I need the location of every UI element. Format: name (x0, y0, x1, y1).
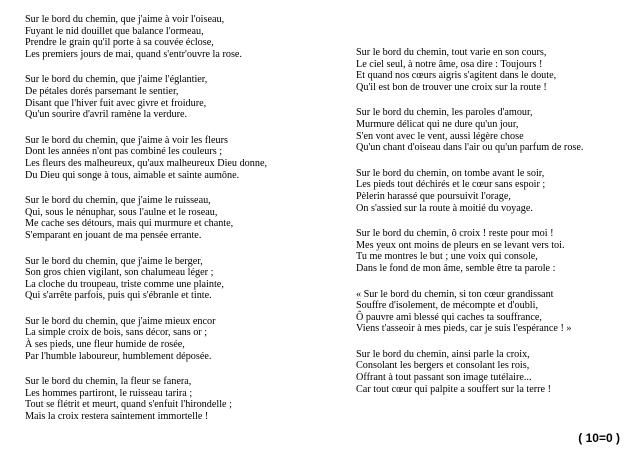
verse-line: On s'assied sur la route à moitié du voyage. (356, 202, 533, 214)
verse-line: Sur le bord du chemin, que j'aime le ruisseau, (25, 195, 211, 207)
verse-line: Sur le bord du chemin, que j'aime le berger, (25, 255, 203, 267)
verse-line: Sur le bord du chemin, que j'aime mieux encor (25, 315, 216, 327)
verse-line: Consolant les bergers et consolant les rois, (356, 360, 530, 372)
verse-line: Sur le bord du chemin, que j'aime à voir les fleurs (25, 134, 228, 146)
verse-line: Les premiers jours de mai, quand s'entr'ouvre la rose. (25, 48, 242, 60)
verse-line: « Sur le bord du chemin, si ton cœur grandissant (356, 288, 554, 300)
verse-line: Les pieds tout déchirés et le cœur sans espoir ; (356, 179, 546, 191)
verse-line: Sur le bord du chemin, les paroles d'amour, (356, 107, 533, 119)
verse-line: Sur le bord du chemin, que j'aime l'églantier, (25, 74, 208, 86)
verse-line: Qu'il est bon de trouver une croix sur la route ! (356, 81, 547, 93)
verse-line: Fuyant le nid douillet que balance l'ormeau, (25, 25, 204, 37)
verse-line: Les fleurs des malheureux, qu'aux malheureux Dieu donne, (25, 157, 268, 169)
stanza (25, 135, 325, 181)
verse-line: Offrant à tout passant son image tutélaire... (356, 372, 532, 384)
verse-line: Son gros chien vigilant, son chalumeau léger ; (25, 267, 214, 279)
stanza (25, 256, 325, 302)
stanza (25, 14, 325, 60)
stanza (356, 228, 636, 274)
verse-line: À ses pieds, une fleur humide de rosée, (25, 339, 185, 351)
verse-line: Par l'humble laboureur, humblement déposée. (25, 350, 212, 362)
stanza (25, 74, 325, 120)
verse-line: Qu'un chant d'oiseau dans l'air ou qu'un parfum de rose. (356, 142, 584, 154)
verse-line: Qui s'arrête parfois, puis qui s'ébranle et tinte. (25, 290, 212, 302)
verse-line: Sur le bord du chemin, ainsi parle la croix, (356, 348, 530, 360)
stanza (356, 289, 636, 335)
stanza (25, 376, 325, 422)
verse-line: Et quand nos cœurs aigris s'agitent dans le doute, (356, 70, 557, 82)
verse-line: Viens t'asseoir à mes pieds, car je suis l'espérance ! » (356, 323, 572, 335)
page-marker: ( 10=0 ) (578, 431, 620, 445)
verse-line: Les hommes partiront, le ruisseau tarira ; (25, 387, 193, 399)
verse-line: Dont les années n'ont pas combiné les couleurs ; (25, 146, 223, 158)
verse-line: Mes yeux ont moins de pleurs en se levant vers toi. (356, 239, 565, 251)
verse-line: Mais la croix restera saintement immortelle ! (25, 411, 209, 423)
verse-line: Sur le bord du chemin, que j'aime à voir l'oiseau, (25, 14, 225, 25)
verse-line: Prendre le grain qu'il porte à sa couvée éclose, (25, 37, 214, 49)
stanza (356, 168, 636, 214)
poem-left-column (25, 14, 325, 437)
verse-line: Tout se flétrit et meurt, quand s'enfuit l'hirondelle ; (25, 399, 232, 411)
stanza (356, 107, 636, 153)
verse-line: Qu'un sourire d'avril ramène la verdure. (25, 109, 188, 121)
verse-line: Sur le bord du chemin, tout varie en son cours, (356, 47, 547, 58)
verse-line: Du Dieu qui songe à tous, aimable et sainte aumône. (25, 169, 240, 181)
verse-line: La simple croix de bois, sans décor, sans or ; (25, 327, 208, 339)
verse-line: De pétales dorés parsemant le sentier, (25, 85, 179, 97)
verse-line: Car tout cœur qui palpite a souffert sur la terre ! (356, 383, 552, 395)
verse-line: Tu me montres le but ; une voix qui console, (356, 251, 538, 263)
poem-right-column (356, 47, 636, 409)
verse-line: Sur le bord du chemin, la fleur se fanera, (25, 376, 192, 388)
verse-line: S'en vont avec le vent, aussi légère chose (356, 130, 524, 142)
verse-line: Murmure délicat qui ne dure qu'un jour, (356, 118, 519, 130)
stanza (356, 349, 636, 395)
stanza (25, 195, 325, 241)
verse-line: Disant que l'hiver fuit avec givre et froidure, (25, 97, 207, 109)
verse-line: Dans le fond de mon âme, semble être ta parole : (356, 262, 556, 274)
verse-line: Souffre d'isolement, de mécompte et d'oubli, (356, 300, 539, 312)
verse-line: Me cache ses détours, mais qui murmure et chante, (25, 218, 234, 230)
verse-line: Sur le bord du chemin, ô croix ! reste pour moi ! (356, 228, 554, 240)
verse-line: Pèlerin harassé que poursuivit l'orage, (356, 190, 511, 202)
verse-line: Qui, sous le nénuphar, sous l'aulne et le roseau, (25, 206, 218, 218)
stanza (25, 316, 325, 362)
verse-line: S'emparant en jouant de ma pensée errante. (25, 229, 202, 241)
verse-line: La cloche du troupeau, triste comme une plainte, (25, 278, 224, 290)
verse-line: Le ciel seul, à notre âme, osa dire : Toujours ! (356, 58, 543, 70)
stanza (356, 47, 636, 93)
verse-line: Sur le bord du chemin, on tombe avant le soir, (356, 167, 545, 179)
verse-line: Ô pauvre ami blessé qui caches ta souffrance, (356, 311, 542, 323)
